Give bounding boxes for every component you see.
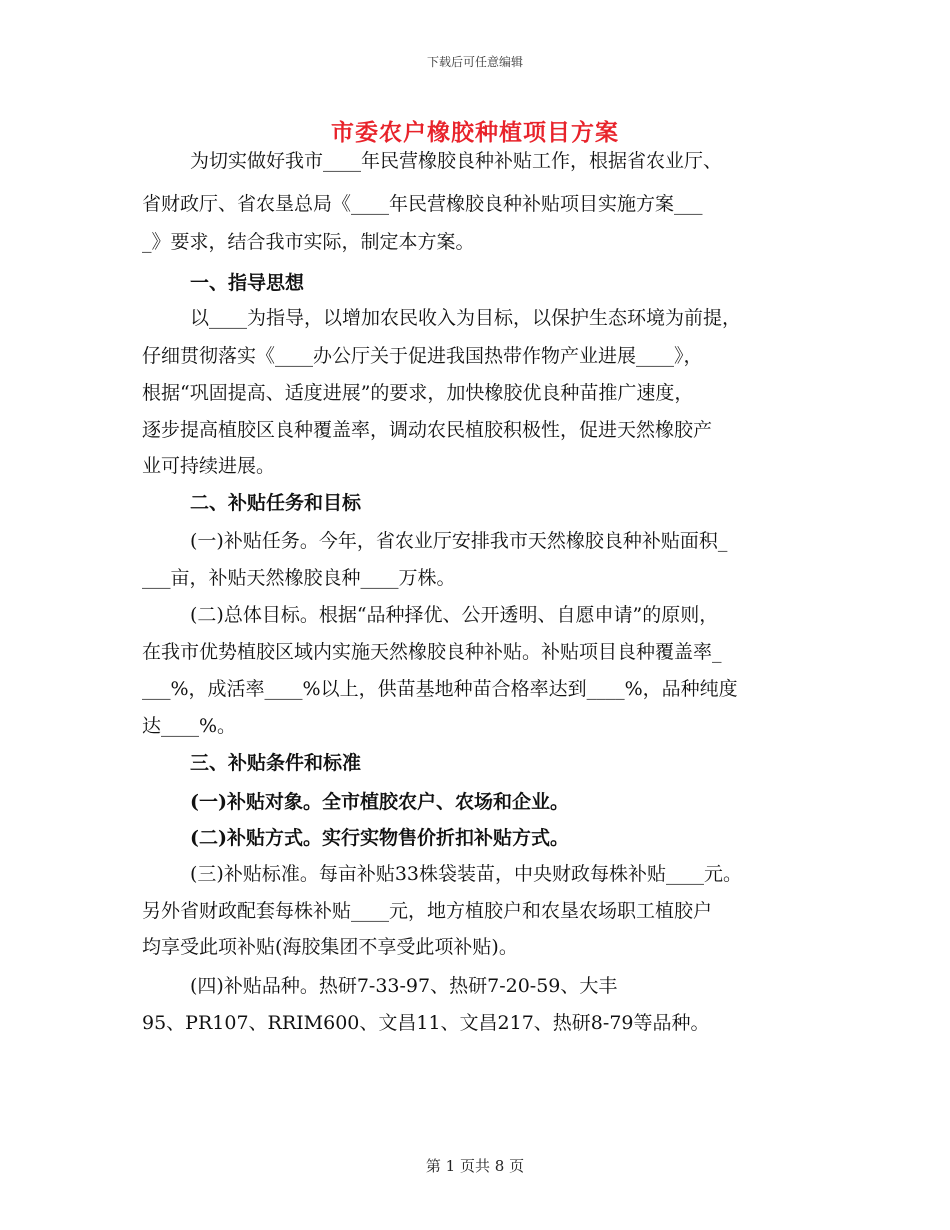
body-line: (一)补贴任务。今年，省农业厅安排我市天然橡胶良种补贴面积_ [190,530,728,552]
body-line: 为切实做好我市____年民营橡胶良种补贴工作，根据省农业厅、 [190,150,723,172]
header-note: 下载后可任意编辑 [426,55,523,69]
body-line-bold: (二)补贴方式。实行实物售价折扣补贴方式。 [190,827,569,849]
body-line: 根据“巩固提高、适度进展”的要求，加快橡胶优良种苗推广速度， [142,382,694,404]
body-line: (二)总体目标。根据“品种择优、公开透明、自愿申请”的原则， [190,604,719,626]
body-line: 达____%。 [142,715,237,737]
body-line: 逐步提高植胶区良种覆盖率，调动农民植胶积极性，促进天然橡胶产 [142,419,713,441]
body-line: _》要求，结合我市实际，制定本方案。 [142,231,475,253]
body-line: 在我市优势植胶区域内实施天然橡胶良种补贴。补贴项目良种覆盖率_ [142,641,722,663]
body-line: 省财政厅、省农垦总局《____年民营橡胶良种补贴项目实施方案___ [142,193,703,215]
section-heading-1: 一、指导思想 [190,272,305,294]
body-line: (三)补贴标准。每亩补贴33株袋装苗，中央财政每株补贴____元。 [190,863,743,885]
body-line: ___亩，补贴天然橡胶良种____万株。 [142,567,456,589]
body-line: 以____为指导，以增加农民收入为目标，以保护生态环境为前提， [190,307,742,329]
body-line: 另外省财政配套每株补贴____元，地方植胶户和农垦农场职工植胶户 [142,900,713,922]
body-line-bold: (一)补贴对象。全市植胶农户、农场和企业。 [190,791,569,813]
page-number-footer: 第 1 页共 8 页 [425,1157,525,1175]
body-line: (四)补贴品种。热研7-33-97、热研7-20-59、大丰 [190,975,618,997]
document-title: 市委农户橡胶种植项目方案 [331,119,619,146]
body-line: 均享受此项补贴(海胶集团不享受此项补贴)。 [142,936,518,958]
section-heading-2: 二、补贴任务和目标 [190,492,362,514]
body-line: ___%，成活率____%以上，供苗基地种苗合格率达到____%，品种纯度 [142,678,738,700]
body-line: 业可持续进展。 [142,455,276,477]
body-line: 仔细贯彻落实《____办公厅关于促进我国热带作物产业进展____》， [142,345,703,367]
section-heading-3: 三、补贴条件和标准 [190,752,362,774]
body-line: 95、PR107、RRIM600、文昌11、文昌217、热研8-79等品种。 [142,1012,710,1034]
